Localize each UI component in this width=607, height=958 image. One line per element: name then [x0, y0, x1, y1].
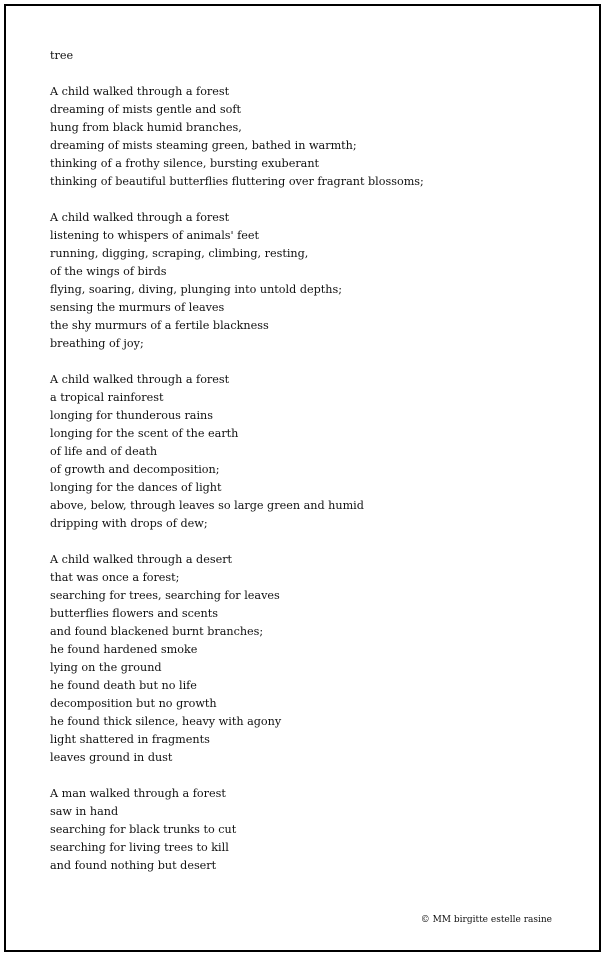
poem-line: A child walked through a forest — [50, 373, 230, 386]
poem-line: above, below, through leaves so large green and humid — [50, 499, 364, 512]
poem-line: searching for living trees to kill — [50, 841, 229, 854]
page-frame — [4, 4, 601, 952]
poem-line: he found death but no life — [50, 679, 197, 692]
poem-line: sensing the murmurs of leaves — [50, 301, 225, 314]
poem-line: and found nothing but desert — [50, 859, 217, 872]
poem-line: of growth and decomposition; — [50, 463, 220, 476]
poem-line: he found hardened smoke — [50, 643, 198, 656]
stanza — [50, 785, 590, 875]
stanza-gap — [50, 533, 590, 551]
poem-line: the shy murmurs of a fertile blackness — [50, 319, 269, 332]
poem-line: searching for trees, searching for leaves — [50, 589, 280, 602]
poem-line: dreaming of mists steaming green, bathed in warmth; — [50, 139, 357, 152]
poem-line: longing for the dances of light — [50, 481, 222, 494]
poem-line: butterflies flowers and scents — [50, 607, 218, 620]
poem-line: dripping with drops of dew; — [50, 517, 208, 530]
poem-line: leaves ground in dust — [50, 751, 173, 764]
stanza — [50, 209, 590, 353]
poem-line: thinking of beautiful butterflies fluttering over fragrant blossoms; — [50, 175, 424, 188]
poem-line: longing for the scent of the earth — [50, 427, 239, 440]
poem-line: breathing of joy; — [50, 337, 144, 350]
poem-line: a tropical rainforest — [50, 391, 164, 404]
poem-line: of the wings of birds — [50, 265, 167, 278]
poem-line: dreaming of mists gentle and soft — [50, 103, 242, 116]
stanza — [50, 83, 590, 191]
poem-line: of life and of death — [50, 445, 158, 458]
poem-line: thinking of a frothy silence, bursting exuberant — [50, 157, 320, 170]
stanza-gap — [50, 767, 590, 785]
poem-line: that was once a forest; — [50, 571, 180, 584]
poem-line: and found blackened burnt branches; — [50, 625, 264, 638]
poem-title: tree — [50, 49, 74, 62]
poem-line: listening to whispers of animals' feet — [50, 229, 260, 242]
poem — [50, 47, 590, 875]
poem-line: light shattered in fragments — [50, 733, 210, 746]
poem-line: he found thick silence, heavy with agony — [50, 715, 282, 728]
poem-line: running, digging, scraping, climbing, resting, — [50, 247, 309, 260]
copyright-notice: © MM birgitte estelle rasine — [420, 915, 552, 925]
poem-line: A child walked through a forest — [50, 85, 230, 98]
stanza-gap — [50, 191, 590, 209]
poem-line: searching for black trunks to cut — [50, 823, 237, 836]
poem-line: decomposition but no growth — [50, 697, 217, 710]
poem-line: A child walked through a forest — [50, 211, 230, 224]
poem-line: hung from black humid branches, — [50, 121, 242, 134]
poem-line: flying, soaring, diving, plunging into untold depths; — [50, 283, 342, 296]
poem-line: longing for thunderous rains — [50, 409, 213, 422]
stanza-gap — [50, 65, 590, 83]
stanza-gap — [50, 353, 590, 371]
poem-line: saw in hand — [50, 805, 119, 818]
poem-line: A man walked through a forest — [50, 787, 226, 800]
stanza — [50, 551, 590, 767]
poem-line: A child walked through a desert — [50, 553, 233, 566]
stanza — [50, 371, 590, 533]
poem-body — [50, 83, 590, 875]
poem-line: lying on the ground — [50, 661, 162, 674]
